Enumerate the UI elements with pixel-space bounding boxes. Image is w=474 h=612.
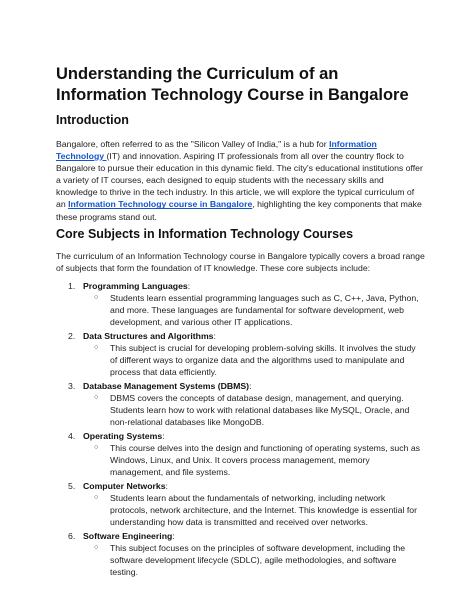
hollow-bullet-icon: ○ — [94, 494, 99, 501]
list-item: 3. Database Management Systems (DBMS): ○ DBMS covers the concepts of database design, management, and querying. Students learn how to work with relational databases like MySQL, Oracle, and non-relational databases like MongoDB. — [68, 381, 410, 427]
item-title: Data Structures and Algorithms — [83, 331, 214, 341]
page-title: Understanding the Curriculum of an Information Technology Course in Bangalore — [56, 65, 409, 104]
item-number: 6. — [68, 531, 76, 541]
intro-text-2: (IT) and innovation. Aspiring IT professionals from all over the country flock to Bangalore to pursue their education in this dynamic field. The city's educational institutions offer a variety of IT courses, each designed to equip students with the necessary skills and knowledge to thrive in the tech industry. In this article, we will explore the typical curriculum of an — [56, 151, 423, 210]
item-title: Computer Networks — [83, 481, 166, 491]
item-number: 4. — [68, 431, 76, 441]
core-subjects-paragraph: The curriculum of an Information Technology course in Bangalore typically covers a broad range of subjects that form the foundation of IT knowledge. These core subjects include: — [56, 251, 425, 274]
list-item: 5. Computer Networks: ○ Students learn about the fundamentals of networking, including network protocols, network architecture, and the Internet. This knowledge is essential for understanding how data is transmitted and received over networks. — [68, 481, 417, 527]
intro-text-3: , highlighting the key components that make these programs stand out. — [56, 199, 422, 222]
item-description: This subject is crucial for developing problem-solving skills. It involves the study of different ways to organize data and the algorithms used to manipulate and process that data efficiently. — [110, 343, 416, 377]
intro-text-1: Bangalore, often referred to as the "Silicon Valley of India," is a hub for — [56, 139, 330, 149]
hollow-bullet-icon: ○ — [94, 394, 99, 401]
hollow-bullet-icon: ○ — [94, 444, 99, 451]
it-course-bangalore-link[interactable]: Information Technology course in Bangalore — [68, 199, 253, 210]
hollow-bullet-icon: ○ — [94, 344, 99, 351]
item-title: Software Engineering — [83, 531, 173, 541]
list-item: 6. Software Engineering: ○ This subject focuses on the principles of software development, including the software development lifecycle (SDLC), agile methodologies, and software testing. — [68, 531, 406, 577]
core-subjects-heading: Core Subjects in Information Technology Courses — [56, 227, 354, 241]
item-title: Programming Languages — [83, 281, 188, 291]
item-title: Operating Systems — [83, 431, 163, 441]
item-number: 2. — [68, 331, 76, 341]
item-description: This course delves into the design and functioning of operating systems, such as Windows, Linux, and Unix. It covers process management, memory management, and file systems. — [110, 443, 421, 477]
hollow-bullet-icon: ○ — [94, 294, 99, 301]
item-description: Students learn essential programming languages such as C, C++, Java, Python, and more. These languages are fundamental for software development, web development, and various other IT applications. — [110, 293, 419, 327]
hollow-bullet-icon: ○ — [94, 544, 99, 551]
item-description: Students learn about the fundamentals of networking, including network protocols, network architecture, and the Internet. This knowledge is essential for understanding how data is transmitted and received over networks. — [110, 493, 417, 527]
information-technology-link[interactable]: Information Technology — [56, 139, 377, 162]
core-subjects-list — [56, 280, 436, 580]
list-item: 1. Programming Languages: ○ Students learn essential programming languages such as C, C++, Java, Python, and more. These languages are fundamental for software development, web development, and various other IT applications. — [68, 281, 419, 327]
item-number: 5. — [68, 481, 76, 491]
item-number: 1. — [68, 281, 76, 291]
item-description: This subject focuses on the principles of software development, including the software development lifecycle (SDLC), agile methodologies, and software testing. — [110, 543, 406, 577]
intro-paragraph — [56, 138, 426, 223]
item-title: Database Management Systems (DBMS) — [83, 381, 250, 391]
list-item: 4. Operating Systems: ○ This course delves into the design and functioning of operating systems, such as Windows, Linux, and Unix. It covers process management, memory management, and file systems. — [68, 431, 421, 477]
intro-heading: Introduction — [56, 113, 129, 127]
item-description: DBMS covers the concepts of database design, management, and querying. Students learn how to work with relational databases like MySQL, Oracle, and non-relational databases like MongoDB. — [110, 393, 410, 427]
item-number: 3. — [68, 381, 76, 391]
list-item: 2. Data Structures and Algorithms: ○ This subject is crucial for developing problem-solving skills. It involves the study of different ways to organize data and the algorithms used to manipulate and process that data efficiently. — [68, 331, 416, 377]
